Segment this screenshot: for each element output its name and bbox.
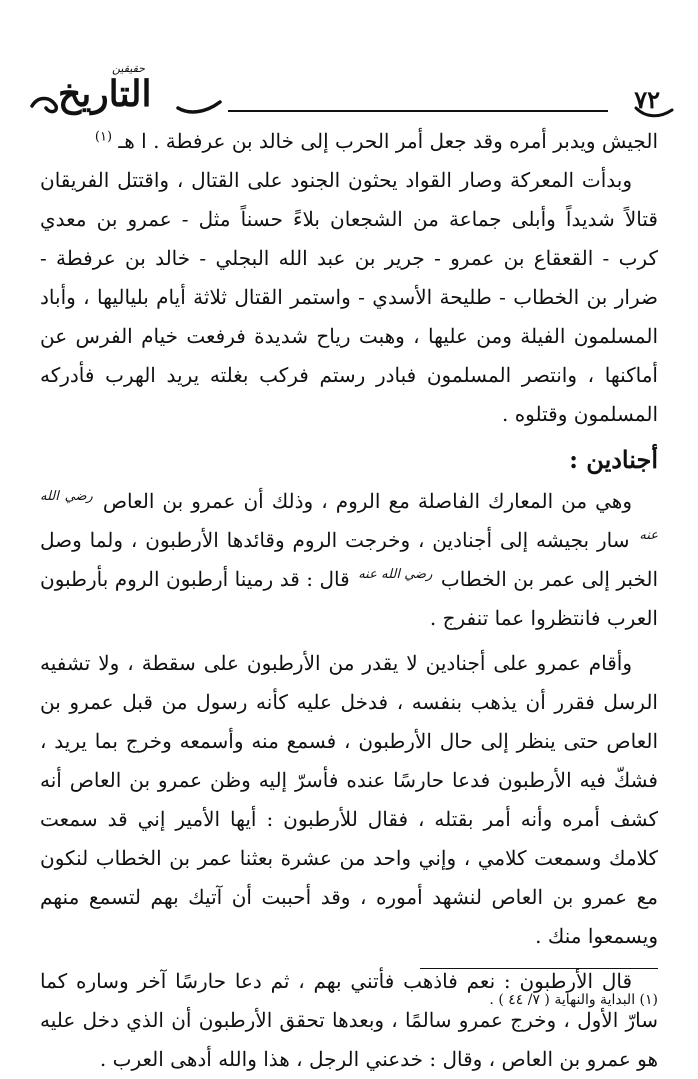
footnote: (١) البداية والنهاية ( ٧/ ٤٤ ) . xyxy=(489,992,658,1008)
page-number: ٧٢ xyxy=(634,85,660,114)
paragraph-text: وهي من المعارك الفاصلة مع الروم ، وذلك أن عمرو بن العاص xyxy=(102,489,632,513)
paragraph-ajnadayn-intro xyxy=(40,482,658,638)
paragraph-text: الجيش ويدبر أمره وقد جعل أمر الحرب إلى خالد بن عرفطة . ا هـ xyxy=(118,129,658,153)
running-title xyxy=(24,62,224,122)
footnote-reference: (١) xyxy=(94,129,113,145)
honorific-ligature: رضي الله عنه xyxy=(358,567,433,583)
honorific-ligature: رضي الله عنه xyxy=(40,489,659,544)
running-title-flourish-icon xyxy=(28,94,224,116)
paragraph-text: قال : قد رمينا أرطبون الروم بأرطبون العرب فانتظروا عما تنفرج . xyxy=(40,567,658,630)
paragraph-continuation xyxy=(40,122,658,161)
page-header xyxy=(24,62,674,122)
page-number-flourish-icon xyxy=(634,104,674,118)
paragraph-artabun-reply: قال الأرطبون : نعم فاذهب فأتني بهم ، ثم دعا حارسًا آخر وساره كما سارّ الأول ، وخرج عمرو سالمًا ، وبعدها تحقق الأرطبون أن الذي دخل عليه هو عمرو بن العاص ، وقال : خدعني الرجل ، هذا والله أدهى العرب . xyxy=(40,969,658,1071)
header-rule xyxy=(228,110,608,112)
running-title-subscript: حقيقين xyxy=(112,62,145,75)
running-title-text: التاريخ xyxy=(58,73,152,115)
paragraph-text: سار بجيشه إلى أجنادين ، وخرجت الروم وقائدها الأرطبون ، ولما وصل الخبر إلى عمر بن الخطاب xyxy=(40,528,659,591)
footnote-rule xyxy=(420,968,658,969)
page-body xyxy=(40,122,658,1079)
paragraph-battle-qadisiyyah: وبدأت المعركة وصار القواد يحثون الجنود على القتال ، واقتتل الفريقان قتالاً شديداً وأبلى جماعة من الشجعان بلاءً حسناً مثل - عمرو بن معدي كرب - القعقاع بن عمرو - جرير بن عبد الله البجلي - خالد بن عرفطة - ضرار بن الخطاب - طليحة الأسدي - واستمر القتال ثلاثة أيام بلياليها ، وأباد المسلمون الفيلة ومن عليها ، وهبت رياح شديدة فرفعت خيام الفرس عن أماكنها ، وانتصر المسلمون فبادر رستم فركب بغلته يريد الهرب فأدركه المسلمون وقتلوه . xyxy=(40,168,658,426)
paragraph-amr-visit: وأقام عمرو على أجنادين لا يقدر من الأرطبون على سقطة ، ولا تشفيه الرسل فقرر أن يذهب بنفسه ، فدخل عليه كأنه رسول من قبل عمرو بن العاص حتى ينظر إلى حال الأرطبون ، فسمع منه وأسمعه وخرج بما يريد ، فشكّ فيه الأرطبون فدعا حارسًا عنده فأسرّ إليه وظن عمرو بن العاص أنه كشف أمره وأنه أمر بقتله ، فقال للأرطبون : أيها الأمير إني قد سمعت كلامك وسمعت كلامي ، وإني واحد من عشرة بعثنا عمر بن الخطاب لنكون مع عمرو بن العاص لنشهد أموره ، وقد أحببت أن آتيك بهم لتسمع منهم ويسمعوا منك . xyxy=(40,651,658,948)
section-heading-ajnadayn: أجنادين : xyxy=(569,445,658,474)
